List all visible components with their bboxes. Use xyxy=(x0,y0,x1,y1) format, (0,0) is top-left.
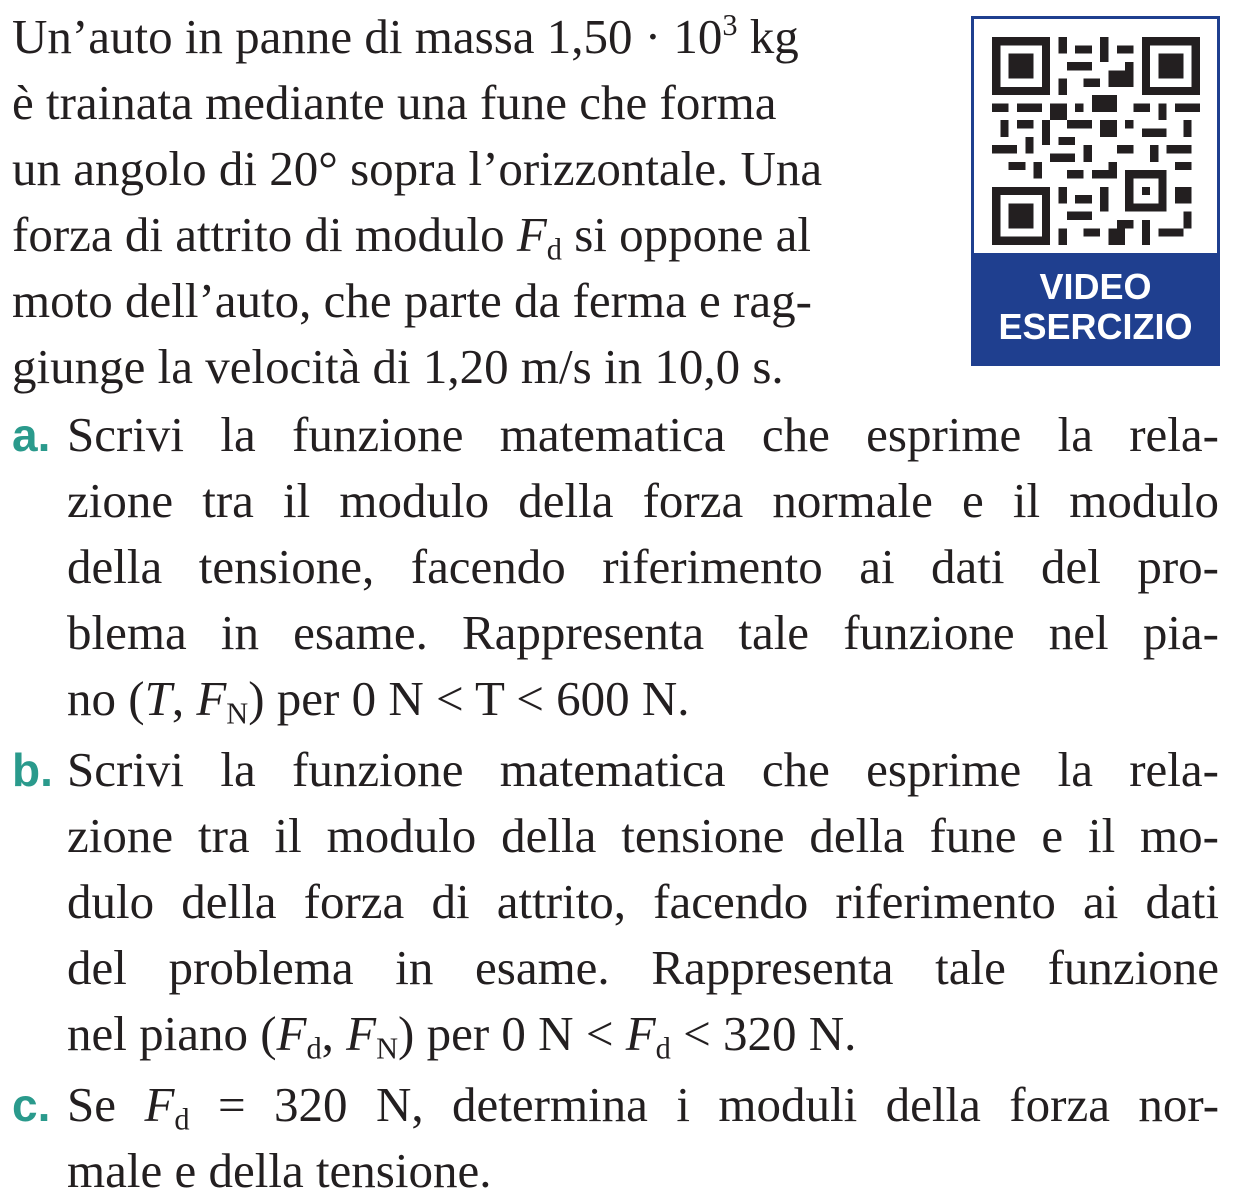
qr-code-icon xyxy=(992,37,1200,245)
intro-line-6: giunge la velocità di 1,20 m/s in 10,0 s. xyxy=(12,339,784,394)
question-marker-a: a. xyxy=(12,409,51,461)
intro-line-5: moto dell’auto, che parte da ferma e rag- xyxy=(12,273,812,328)
question-c-body: Se $F_d = 320$ N, determina i moduli della forza nor- male e della tensione. xyxy=(67,1077,1220,1198)
problem-statement xyxy=(12,4,912,400)
question-a-body: Scrivi la funzione matematica che esprime la rela- zione tra il modulo della forza normale e il modulo della tensione, facendo riferimento ai dati del pro- blema in esame. Rappresenta tale funzione nel pia- no (T, $F_N$) per 0 N < T < 600 N. xyxy=(67,407,1219,731)
intro-line-2: è trainata mediante una fune che forma xyxy=(12,75,777,130)
question-marker-c: c. xyxy=(12,1079,51,1131)
intro-line-1: Un’auto in panne di massa $1,50 \cdot 10^3$ kg xyxy=(12,7,799,64)
intro-line-4: forza di attrito di modulo $F_d$ si oppone al xyxy=(12,207,812,267)
video-exercise-qr-card[interactable] xyxy=(971,16,1220,366)
question-marker-b: b. xyxy=(12,744,53,796)
intro-line-3: un angolo di 20° sopra l’orizzontale. Una xyxy=(12,141,823,196)
question-b-body: Scrivi la funzione matematica che esprime la rela- zione tra il modulo della tensione della fune e il mo- dulo della forza di attrito, facendo riferimento ai dati del problema in esame. Rappresenta tale funzione nel piano ($F_d$, $F_N$) per 0 $N < F_d < 320$ N. xyxy=(67,742,1219,1066)
exponent: 3 xyxy=(722,7,738,42)
video-exercise-label: VIDEO ESERCIZIO xyxy=(974,253,1217,363)
